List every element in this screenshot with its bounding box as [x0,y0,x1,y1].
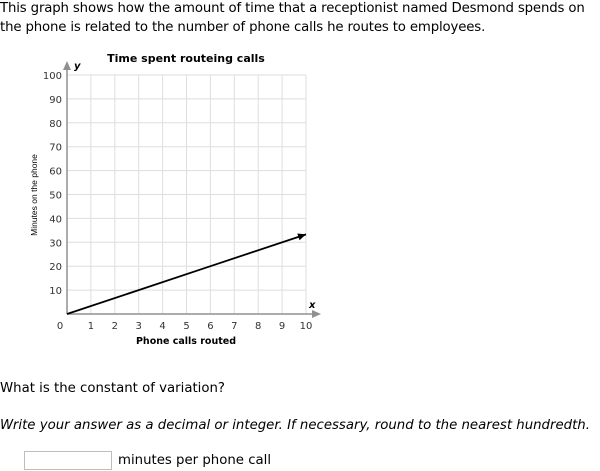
svg-text:60: 60 [49,166,62,178]
svg-text:6: 6 [207,321,214,332]
x-axis-arrow-icon [312,310,321,318]
x-tick-labels [57,321,313,332]
line-arrow-icon [297,234,306,241]
svg-text:30: 30 [49,238,62,250]
svg-text:4: 4 [159,321,166,332]
svg-text:10: 10 [299,321,313,332]
svg-text:10: 10 [49,286,62,298]
svg-text:3: 3 [135,321,142,332]
svg-text:0: 0 [56,321,64,332]
svg-text:7: 7 [231,321,238,332]
y-axis-label: Minutes on the phone [29,154,39,236]
y-axis-arrow-icon [63,61,71,70]
y-var-label: y [74,61,81,72]
svg-text:50: 50 [49,190,62,202]
answer-row [24,451,271,470]
svg-text:2: 2 [111,321,118,332]
svg-text:40: 40 [49,214,62,226]
svg-text:100: 100 [42,71,62,82]
svg-text:9: 9 [278,321,286,332]
x-var-label: x [309,300,316,311]
svg-text:90: 90 [49,94,62,106]
y-tick-labels [43,71,62,297]
question-text: What is the constant of variation? [0,381,225,396]
svg-text:70: 70 [49,142,62,154]
svg-text:8: 8 [255,321,262,332]
svg-text:20: 20 [49,262,62,274]
grid [67,75,306,314]
intro-text: This graph shows how the amount of time that a receptionist named Desmond spends on the phone is related to the number of phone calls he routes to employees. [0,1,585,35]
answer-input[interactable] [24,451,112,470]
instructions-text: Write your answer as a decimal or integer. If necessary, round to the nearest hundredth. [0,418,590,433]
answer-unit: minutes per phone call [118,453,272,468]
x-axis-label: Phone calls routed [135,336,237,347]
svg-text:1: 1 [87,321,95,332]
chart-title: Time spent routeing calls [107,52,265,65]
svg-text:80: 80 [49,118,62,130]
svg-text:5: 5 [183,321,190,332]
